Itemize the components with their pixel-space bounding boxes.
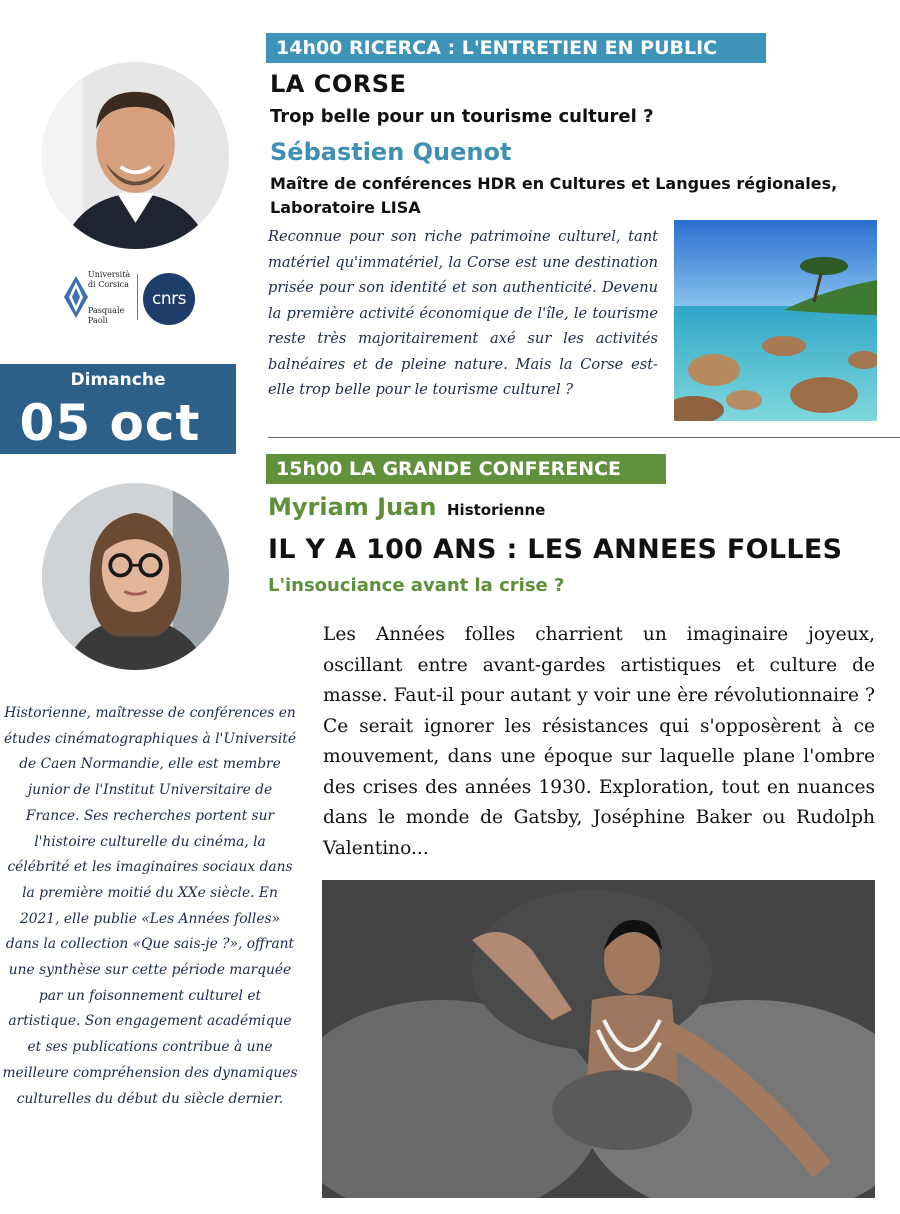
logo-divider (137, 274, 138, 320)
universita-line3: Pasquale (88, 306, 125, 315)
event1-description: Reconnue pour son riche patrimoine culturel, tant matériel qu'immatériel, la Corse est une destination prisée pour son identité et son authenticité. Devenu la première activité économique de l'île, le tourisme reste très majoritairement axé sur les activités balnéaires et de pleine nature. Mais la Corse est-elle trop belle pour le tourisme culturel ? (268, 228, 658, 398)
speaker2-portrait (42, 483, 229, 670)
event2-title: IL Y A 100 ANS : LES ANNEES FOLLES (268, 534, 843, 565)
date-day: 05 oct (19, 394, 201, 452)
universita-name (88, 270, 144, 290)
josephine-baker-photo (322, 880, 875, 1198)
universita-line2: di Corsica (88, 280, 129, 289)
event2-subtitle: L'insouciance avant la crise ? (268, 575, 565, 596)
universita-subname (88, 306, 144, 326)
event1-subtitle: Trop belle pour un tourisme culturel ? (270, 106, 654, 127)
event1-speaker: Sébastien Quenot (270, 138, 512, 166)
universita-line4: Paoli (88, 316, 108, 325)
beach-illustration (674, 220, 877, 421)
cnrs-logo: cnrs (143, 273, 195, 325)
event2-speaker-bio: Historienne, maîtresse de conférences en études cinématographiques à l'Université de Caen Normandie, elle est membre junior de l'Institut Universitaire de France. Ses recherches portent sur l'histoire culturelle du cinéma, la célébrité et les imaginaires sociaux dans la première moitié du XXe siècle. En 2021, elle publie «Les Années folles» dans la collection «Que sais-je ?», offrant une synthèse sur cette période marquée par un foisonnement culturel et artistique. Son engagement académique et ses publications contribue à une meilleure compréhension des dynamiques culturelles du début du siècle dernier. (2, 705, 298, 1107)
universita-line1: Università (88, 270, 131, 279)
date-weekday: Dimanche (70, 370, 166, 390)
event2-speaker-role: Historienne (447, 501, 546, 519)
universita-di-corsica-logo (62, 268, 137, 328)
event2-time-banner: 15h00 LA GRANDE CONFERENCE (266, 454, 666, 484)
event2-description: Les Années folles charrient un imaginaire joyeux, oscillant entre avant-gardes artistiques et culture de masse. Faut-il pour autant y voir une ère révolutionnaire ? Ce serait ignorer les résistances qui s'opposèrent à ce mouvement, dans une époque sur laquelle plane l'ombre des crises des années 1930. Exploration, tout en nuances dans le monde de Gatsby, Joséphine Baker ou Rudolph Valentino... (323, 624, 875, 859)
date-block (0, 364, 236, 454)
event1-time-banner: 14h00 RICERCA : L'ENTRETIEN EN PUBLIC (266, 33, 766, 63)
corsica-emblem-icon (62, 274, 90, 320)
corsica-beach-image (674, 220, 877, 421)
event2-speaker: Myriam Juan (268, 493, 437, 521)
man-portrait-image (42, 62, 229, 249)
event1-role-line2: Laboratoire LISA (270, 198, 421, 217)
event1-title: LA CORSE (270, 70, 407, 98)
woman-portrait-image (42, 483, 229, 670)
section-divider (268, 437, 900, 438)
vintage-photo-illustration (322, 880, 875, 1198)
event1-speaker-role (270, 172, 900, 220)
event1-role-line1: Maître de conférences HDR en Cultures et Langues régionales, (270, 174, 838, 193)
speaker1-portrait (42, 62, 229, 249)
